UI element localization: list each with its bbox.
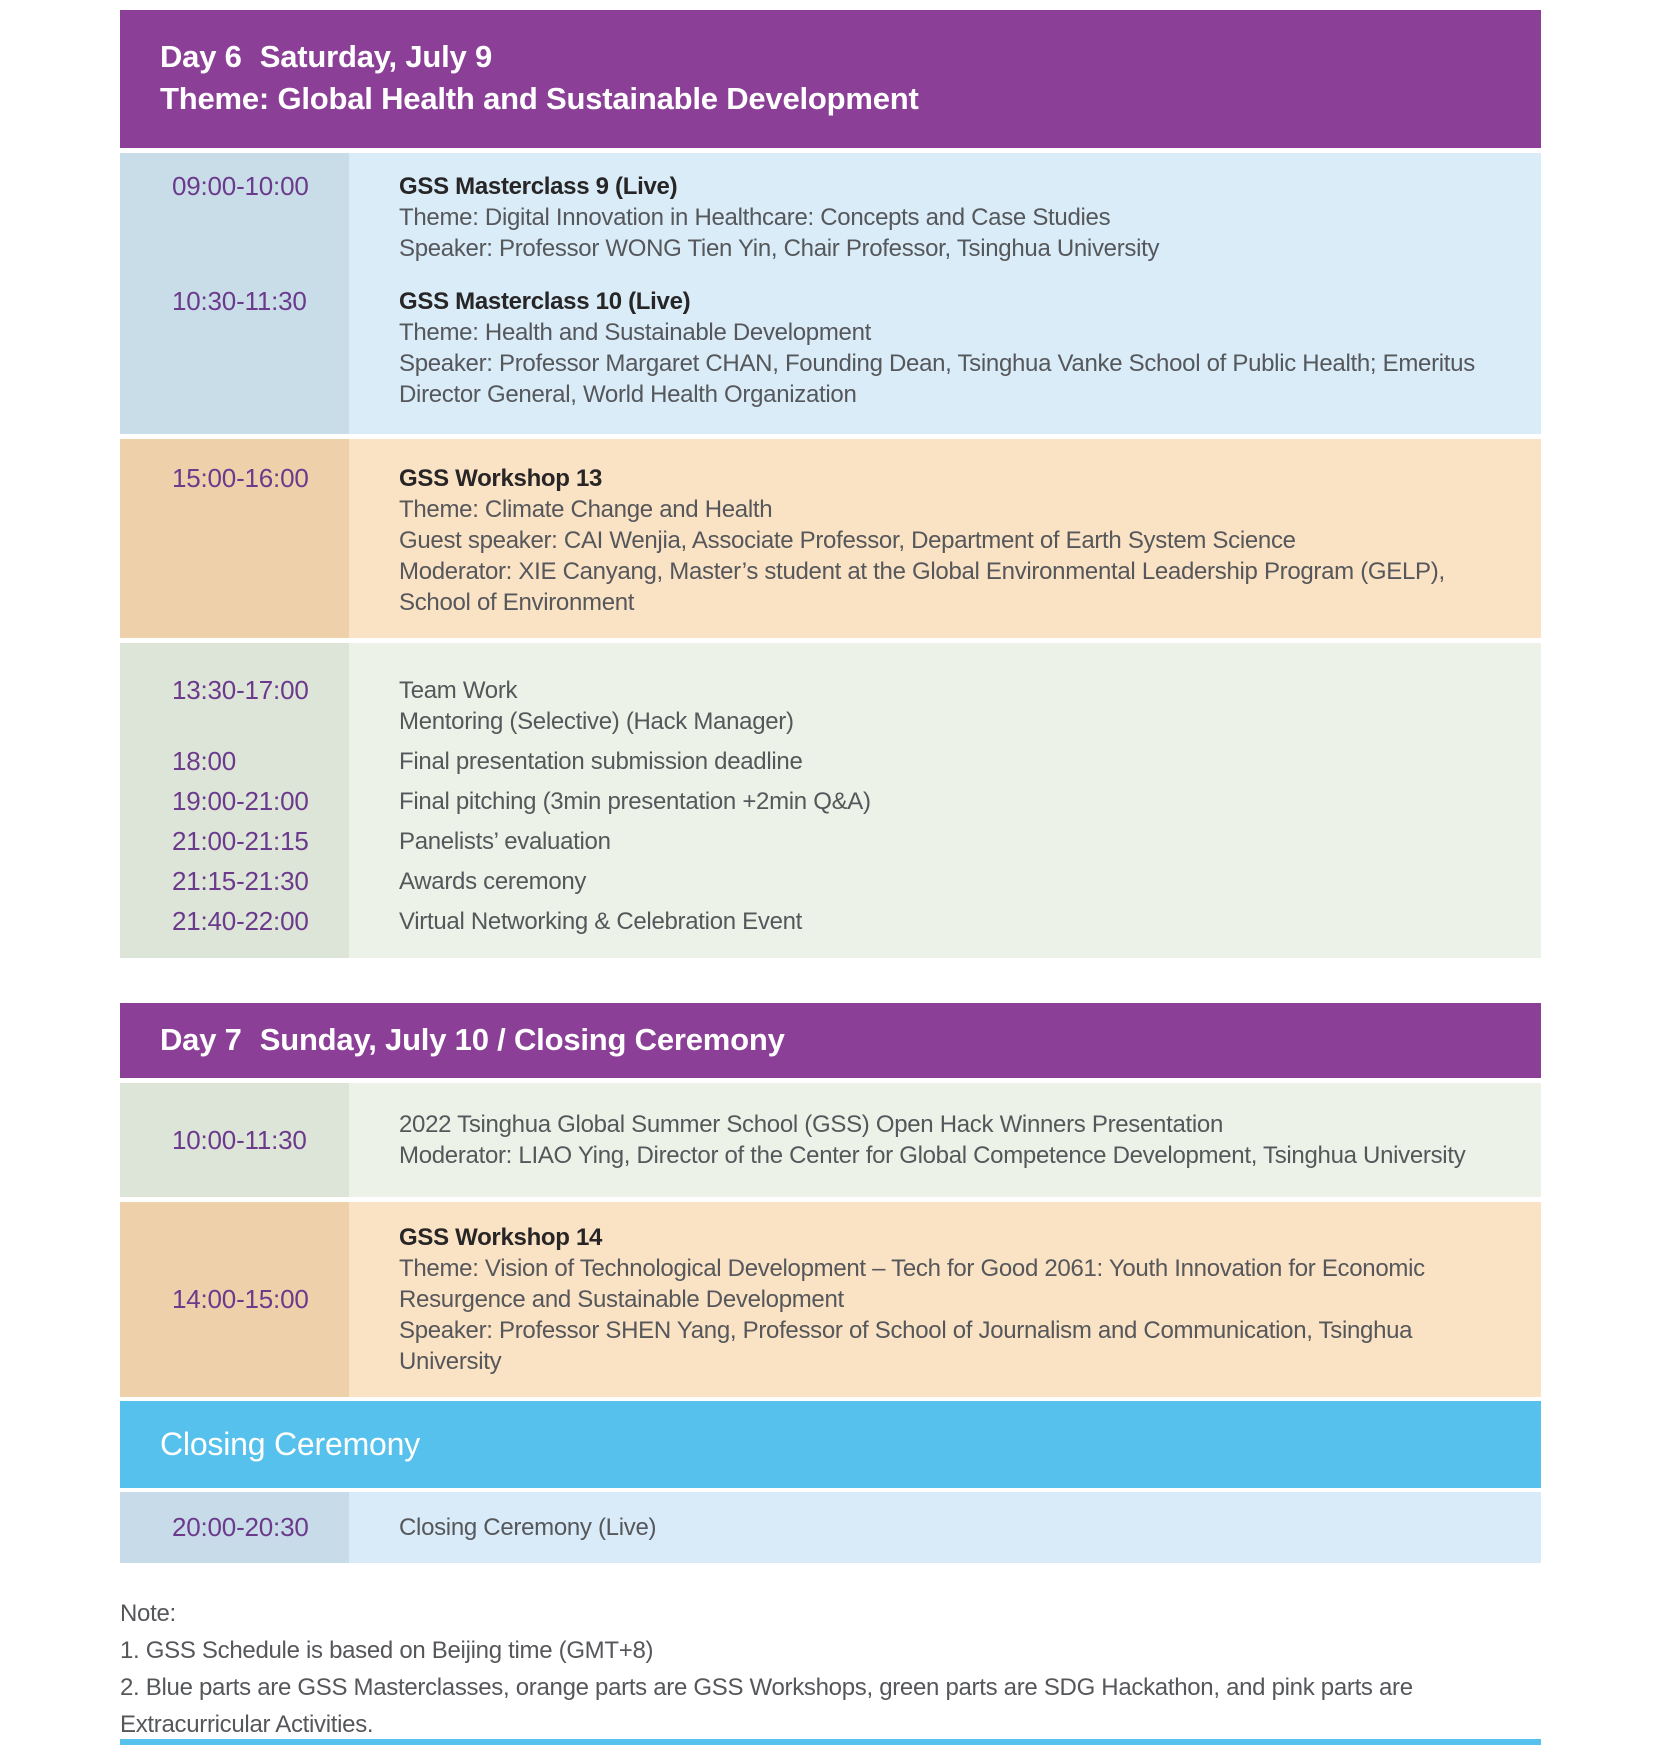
- day7-workshop-section: [120, 1202, 1541, 1397]
- section-spacer: [120, 958, 1541, 1003]
- hackathon-row: [120, 675, 1541, 737]
- event-line: Virtual Networking & Celebration Event: [399, 908, 803, 935]
- day6-label: Day 6: [160, 39, 242, 74]
- day6-date: Saturday, July 9: [259, 39, 493, 74]
- workshop-14-row: [120, 1222, 1541, 1377]
- time-cell: 10:30-11:30: [172, 286, 307, 316]
- time-cell: 14:00-15:00: [172, 1284, 309, 1314]
- event-cell: [349, 1109, 1541, 1171]
- event-line: Final pitching (3min presentation +2min Q&A): [399, 788, 871, 815]
- time-cell: 21:00-21:15: [172, 826, 309, 856]
- hackathon-row: [120, 826, 1541, 857]
- hackathon-row: [120, 746, 1541, 777]
- event-cell: [349, 1222, 1541, 1377]
- event-cell: [349, 786, 1541, 817]
- time-cell: 18:00: [172, 746, 237, 776]
- time-cell: 09:00-10:00: [172, 171, 309, 201]
- event-cell: [349, 463, 1541, 618]
- time-cell: 19:00-21:00: [172, 786, 309, 816]
- event-cell: [349, 286, 1541, 410]
- event-line: Theme: Health and Sustainable Development: [399, 319, 871, 346]
- event-line: Speaker: Professor Margaret CHAN, Founding Dean, Tsinghua Vanke School of Public Health; Emeritus Director General, World Health Organization: [399, 350, 1475, 408]
- event-title: GSS Workshop 13: [399, 465, 603, 492]
- event-title: GSS Masterclass 9 (Live): [399, 173, 678, 200]
- event-line: Closing Ceremony (Live): [399, 1514, 657, 1541]
- event-title: GSS Workshop 14: [399, 1224, 603, 1251]
- closing-ceremony-banner: Closing Ceremony: [120, 1401, 1541, 1488]
- day6-workshop-section: [120, 439, 1541, 638]
- time-cell: 10:00-11:30: [172, 1124, 307, 1155]
- event-line: Speaker: Professor WONG Tien Yin, Chair Professor, Tsinghua University: [399, 235, 1160, 262]
- time-cell: 21:40-22:00: [172, 906, 309, 936]
- event-cell: [349, 675, 1541, 737]
- masterclass-9-row: [120, 171, 1541, 264]
- event-cell: [349, 906, 1541, 937]
- closing-ceremony-row: [120, 1512, 1541, 1543]
- event-line: Awards ceremony: [399, 868, 587, 895]
- event-title: GSS Masterclass 10 (Live): [399, 288, 691, 315]
- event-cell: [349, 746, 1541, 777]
- day7-banner: [120, 1003, 1541, 1078]
- presentation-row: [120, 1109, 1541, 1171]
- day7-label: Day 7: [160, 1022, 242, 1057]
- time-cell: 21:15-21:30: [172, 866, 309, 896]
- day6-banner-title: [160, 36, 1541, 78]
- day6-banner: [120, 10, 1541, 148]
- time-cell: 15:00-16:00: [172, 463, 309, 493]
- event-line: Moderator: LIAO Ying, Director of the Center for Global Competence Development, Tsinghua University: [399, 1142, 1466, 1169]
- hackathon-row: [120, 906, 1541, 937]
- day6-theme: Theme: Global Health and Sustainable Development: [160, 81, 919, 116]
- event-line: Speaker: Professor SHEN Yang, Professor of School of Journalism and Communication, Tsinghua University: [399, 1317, 1413, 1375]
- closing-ceremony-section: [120, 1492, 1541, 1563]
- event-line: Team Work: [399, 677, 518, 704]
- event-cell: [349, 866, 1541, 897]
- note-block: [120, 1595, 1541, 1743]
- event-cell: [349, 1512, 1541, 1543]
- event-line: Theme: Digital Innovation in Healthcare: Concepts and Case Studies: [399, 204, 1111, 231]
- event-line: 2022 Tsinghua Global Summer School (GSS) Open Hack Winners Presentation: [399, 1111, 1224, 1138]
- note-item: 1. GSS Schedule is based on Beijing time (GMT+8): [120, 1637, 654, 1664]
- hackathon-row: [120, 786, 1541, 817]
- day7-date: Sunday, July 10 / Closing Ceremony: [259, 1022, 785, 1057]
- masterclass-10-row: [120, 286, 1541, 410]
- day7-presentation-section: [120, 1083, 1541, 1197]
- time-cell: 13:30-17:00: [172, 675, 309, 705]
- hackathon-row: [120, 866, 1541, 897]
- time-cell: 20:00-20:30: [172, 1512, 309, 1542]
- day6-hackathon-section: [120, 643, 1541, 958]
- schedule-page: [120, 10, 1541, 1743]
- cut-off-next-section-strip: [120, 1739, 1541, 1745]
- note-item: 2. Blue parts are GSS Masterclasses, orange parts are GSS Workshops, green parts are SDG Hackathon, and pink parts are Extracurricular Activities.: [120, 1674, 1413, 1738]
- event-line: Mentoring (Selective) (Hack Manager): [399, 708, 794, 735]
- event-line: Theme: Climate Change and Health: [399, 496, 773, 523]
- note-label: Note:: [120, 1600, 176, 1627]
- event-cell: [349, 171, 1541, 264]
- event-line: Guest speaker: CAI Wenjia, Associate Professor, Department of Earth System Science: [399, 527, 1296, 554]
- event-line: Final presentation submission deadline: [399, 748, 803, 775]
- event-line: Theme: Vision of Technological Development – Tech for Good 2061: Youth Innovation for Economic Resurgence and Sustainable Development: [399, 1255, 1425, 1313]
- event-line: Moderator: XIE Canyang, Master’s student at the Global Environmental Leadership Program (GELP), School of Environment: [399, 558, 1445, 616]
- event-cell: [349, 826, 1541, 857]
- workshop-13-row: [120, 463, 1541, 618]
- day6-masterclass-section: [120, 153, 1541, 434]
- event-line: Panelists’ evaluation: [399, 828, 611, 855]
